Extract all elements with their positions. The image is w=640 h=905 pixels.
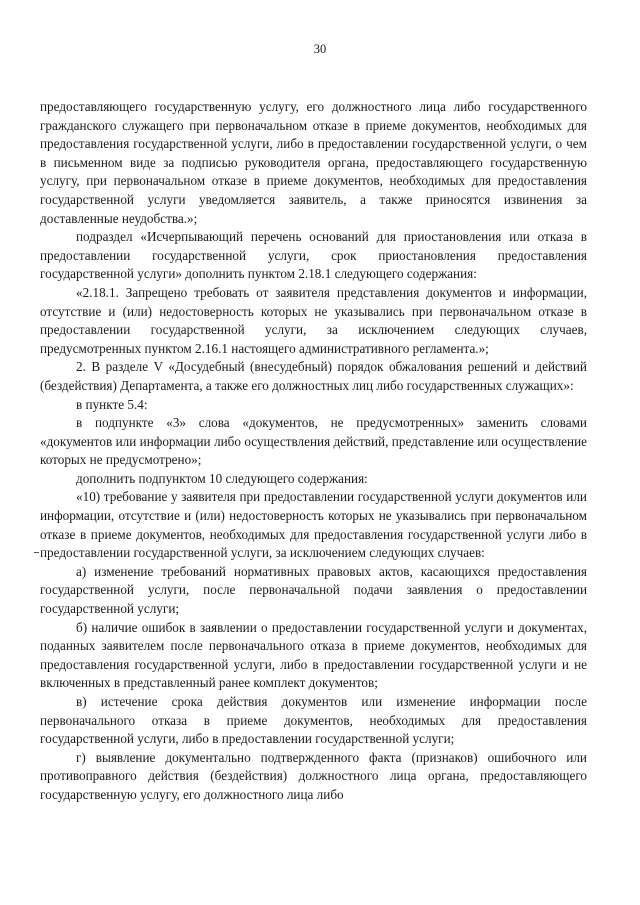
page-number: 30 — [313, 42, 327, 56]
margin-mark — [34, 552, 39, 553]
paragraph-clause-2-18-1: «2.18.1. Запрещено требовать от заявителя представления документов и информации, отсутствие и (или) недостоверность которых не указывались при первоначальном отказе в предоставлении государственной услуги, за исключением следующих случаев, предусмотренных пунктом 2.16.1 настоящего административного регламента.»; — [40, 284, 587, 356]
paragraph-subitem-10: «10) требование у заявителя при предоставлении государственной услуги документов или информации, отсутствие и (или) недостоверность которых не указывались при первоначальном отказе в приеме документов, необходимых для предоставления государственной услуги либо в предоставлении государственной услуги, за исключением следующих случаев: — [40, 489, 587, 561]
paragraph-case-g: г) выявление документально подтвержденного факта (признаков) ошибочного или противоправного действия (бездействия) должностного лица органа, предоставляющего государственную услугу, его должностного лица либо — [40, 749, 587, 802]
paragraph-case-a: а) изменение требований нормативных правовых актов, касающихся предоставления государственной услуги, после первоначальной подачи заявления о предоставлении государственной услуги; — [40, 563, 587, 617]
paragraph-subsection-amendment: подраздел «Исчерпывающий перечень оснований для приостановления или отказа в предоставлении государственной услуги, срок приостановления предоставления государственной услуги» дополнить пунктом 2.18.1 следующего содержания: — [40, 229, 587, 282]
paragraph-add-subitem-10: дополнить подпунктом 10 следующего содержания: — [76, 470, 368, 486]
paragraph-case-v: в) истечение срока действия документов или изменение информации после первоначального отказа в приеме документов, необходимых для предоставления государственной услуги, либо в предоставлении государственной услуги; — [40, 694, 587, 747]
paragraph-section-v: 2. В разделе V «Досудебный (внесудебный) порядок обжалования решений и действий (бездействия) Департамента, а также его должностных лиц либо государственных служащих»: — [40, 359, 587, 393]
paragraph-continuation: предоставляющего государственную услугу, его должностного лица либо государственного гражданского служащего при первоначальном отказе в приеме документов, необходимых для предоставления государственной услуги, либо в предоставлении государственной услуги, о чем в письменном виде за подписью руководителя органа, предоставляющего государственную услугу, при первоначальном отказе в приеме документов, необходимых для предоставления государственной услуги уведомляется заявитель, а также приносятся извинения за доставленные неудобства.»; — [40, 99, 587, 226]
paragraph-case-b: б) наличие ошибок в заявлении о предоставлении государственной услуги и документах, поданных заявителем после первоначального отказа в приеме документов, необходимых для предоставления государственной услуги, либо в предоставлении государственной услуги и не включенных в представленный ранее комплект документов; — [40, 619, 587, 691]
paragraph-item-5-4: в пункте 5.4: — [76, 396, 148, 412]
document-body — [40, 98, 587, 805]
paragraph-subitem-3: в подпункте «3» слова «документов, не предусмотренных» заменить словами «документов или информации либо осуществления действий, представление или осуществление которых не предусмотрено»; — [40, 415, 587, 468]
